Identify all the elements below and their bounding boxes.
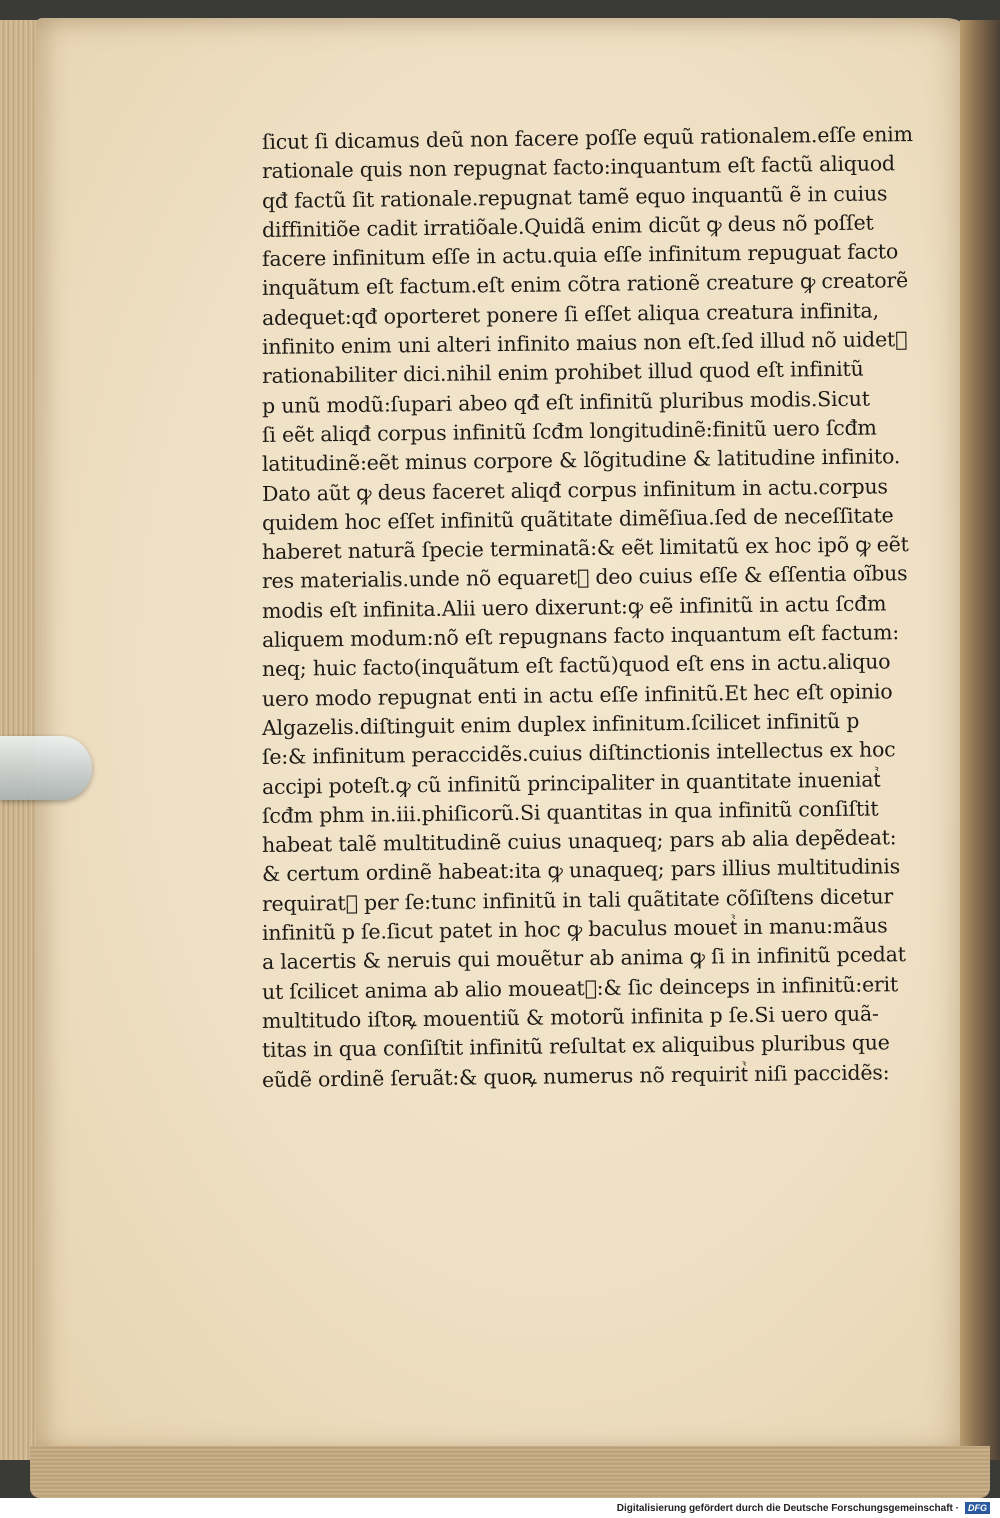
text-line: adequet:qđ oporteret ponere ſi eſſet aliqua creatura infinita, [261, 298, 879, 330]
text-line: aliquem modum:nõ eſt repugnans facto inquantum eſt factum: [261, 620, 900, 653]
text-line: res materialis.unde nõ equaretᷣ deo cuius eſſe & eſſentia oĩbus [261, 561, 908, 594]
text-line: multitudo iſtoꝶ mouentiũ & motorũ infinita p ſe.Si uero quã- [261, 1001, 879, 1033]
bottom-page-edges [30, 1446, 990, 1498]
text-line: ſcđm phm in.iii.phiſicorũ.Si quantitas in qua infinitũ conſiſtit [261, 796, 879, 828]
text-line: titas in qua conſiſtit infinitũ reſultat ex aliquibus pluribus que [261, 1030, 890, 1063]
text-line: uero modo repugnat enti in actu eſſe infinitũ.Et hec eſt opinio [261, 678, 893, 711]
text-line: Algazelis.diſtinguit enim duplex infinitum.ſcilicet infinitũ p [261, 708, 860, 740]
text-line: ut ſcilicet anima ab alio moueatᷣ:& ſic deinceps in infinitũ:erit [261, 971, 899, 1004]
text-line: p unũ modũ:ſupari abeo qđ eſt infinitũ pluribus modis.Sicut [261, 386, 870, 418]
text-line: rationale quis non repugnat facto:inquantum eſt factũ aliquod [261, 151, 895, 184]
text-line: rationabiliter dici.nihil enim prohibet illud quod eſt infinitũ [261, 357, 864, 389]
text-line: modis eſt infinita.Alii uero dixerunt:ꝙ eẽ infinitũ in actu ſcđm [261, 591, 887, 623]
text-line: latitudinẽ:eẽt minus corpore & lõgitudine & latitudine infinito. [261, 444, 901, 477]
text-line: ſe:& infinitum peraccidẽs.cuius diſtinctionis intellectus ex hoc [261, 737, 896, 770]
text-line: a lacertis & neruis qui mouẽtur ab anima ꝙ ſi in infinitũ pcedat [261, 942, 906, 975]
text-line: ſi eẽt aliqđ corpus infinitũ ſcđm longitudinẽ:finitũ uero ſcđm [261, 415, 877, 447]
text-line: habeat talẽ multitudinẽ cuius unaqueq; pars ab alia depẽdeat: [261, 825, 897, 858]
funding-notice: Digitalisierung gefördert durch die Deutsche Forschungsgemeinschaft · [616, 1502, 959, 1514]
footer-bar [0, 1498, 1000, 1518]
text-line: & certum ordinẽ habeat:ita ꝙ unaqueq; pars illius multitudinis [261, 854, 901, 887]
page-clip [0, 736, 92, 800]
book-gutter [960, 20, 1000, 1460]
text-line: qđ factũ ſit rationale.repugnat tamẽ equo inquantũ ẽ in cuius [261, 180, 888, 213]
text-line: ſicut ſi dicamus deũ non facere poſſe equũ rationalem.eſſe enim [261, 122, 913, 154]
text-line: infinitũ p ſe.ſicut patet in hoc ꝙ baculus mouetᷣ in manu:mãus [261, 913, 888, 946]
text-line: requiratᷣ per ſe:tunc infinitũ in tali quãtitate cõſiſtens dicetur [261, 884, 894, 916]
body-text [261, 122, 913, 1095]
text-line: inquãtum eſt factum.eſt enim cõtra rationẽ creature ꝙ creatorẽ [261, 268, 909, 301]
text-line: infinito enim uni alteri infinito maius non eſt.ſed illud nõ uidetᷣ [261, 327, 908, 360]
text-line: eũdẽ ordinẽ ſeruãt:& quoꝶ numerus nõ requiritᷣ niſi paccidẽs: [261, 1059, 890, 1092]
text-line: haberet naturã ſpecie terminatã:& eẽt limitatũ ex hoc ipõ ꝙ eẽt [261, 532, 909, 565]
text-line: quidem hoc eſſet infinitũ quãtitate dimẽſiua.ſed de neceſſitate [261, 503, 894, 535]
text-line: Dato aũt ꝙ deus faceret aliqđ corpus infinitum in actu.corpus [261, 473, 888, 506]
text-line: diffinitiõe cadit irratiõale.Quidã enim dicũt ꝙ deus nõ poſſet [261, 210, 874, 242]
text-line: accipi poteſt.ꝙ cũ infinitũ principaliter in quantitate inueniatᷣ [261, 766, 881, 799]
text-line: neq; huic facto(inquãtum eſt factũ)quod eſt ens in actu.aliquo [261, 649, 891, 682]
dfg-logo: DFG [965, 1502, 990, 1514]
text-line: facere infinitum eſſe in actu.quia eſſe infinitum repuguat facto [261, 239, 899, 272]
